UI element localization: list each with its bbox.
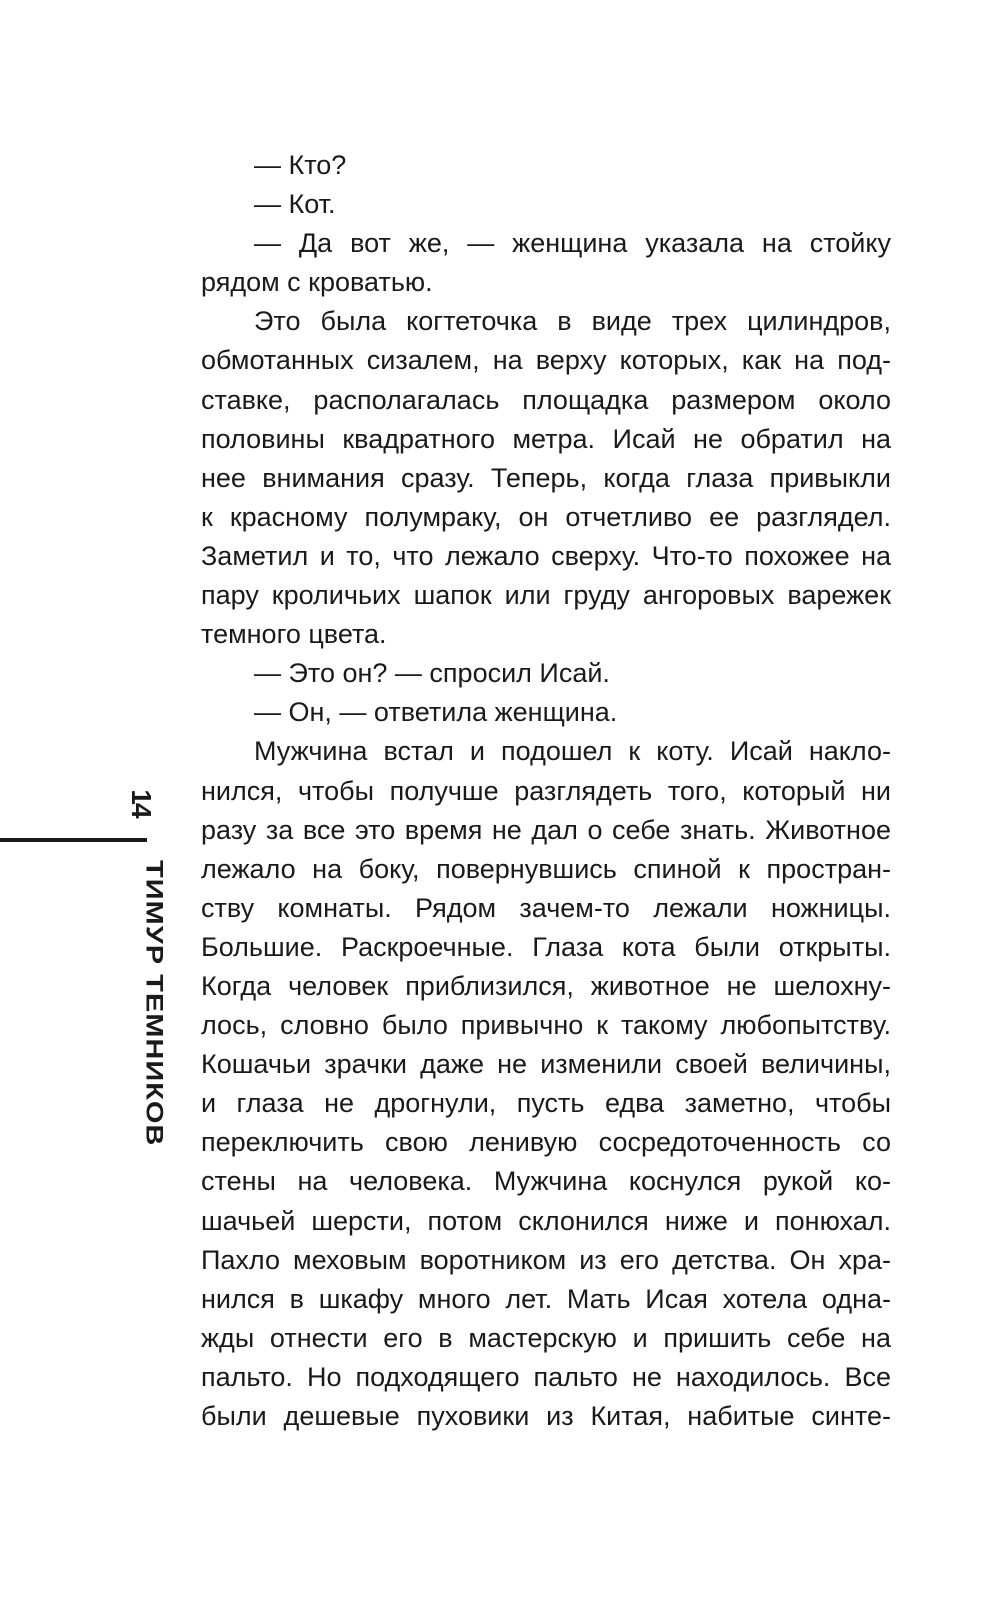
text-line: Когда человек приблизился, животное не шелохну- [201, 970, 891, 1001]
text-line: пальто. Но подходящего пальто не находилось. Все [201, 1361, 891, 1392]
text-line: шачьей шерсти, потом склонился ниже и понюхал. [201, 1205, 891, 1236]
text-line: Мужчина встал и подошел к коту. Исай накло- [254, 736, 891, 767]
body-text [201, 146, 891, 1436]
text-line: — Да вот же, — женщина указала на стойку [254, 228, 891, 259]
text-line: жды отнести его в мастерскую и пришить себе на [201, 1322, 891, 1353]
text-line: ставке, располагалась площадка размером около [201, 384, 891, 415]
text-line: Пахло меховым воротником из его детства. Он хра- [201, 1244, 891, 1275]
text-line: ству комнаты. Рядом зачем-то лежали ножницы. [201, 892, 891, 923]
text-line: нился в шкафу много лет. Мать Исая хотела одна- [201, 1283, 891, 1314]
running-head-author: ТИМУР ТЕМНИКОВ [140, 860, 168, 1147]
text-line: Это была когтеточка в виде трех цилиндров, [254, 306, 891, 337]
text-line: разу за все это время не дал о себе знать. Животное [201, 814, 891, 845]
text-line: — Кот. [254, 189, 336, 220]
text-line: нее внимания сразу. Теперь, когда глаза привыкли [201, 462, 891, 493]
text-line: переключить свою ленивую сосредоточенность со [201, 1127, 891, 1158]
text-line: и глаза не дрогнули, пусть едва заметно, чтобы [201, 1088, 891, 1119]
text-line: обмотанных сизалем, на верху которых, как на под- [201, 345, 891, 376]
text-line: нился, чтобы получше разглядеть того, который ни [201, 775, 891, 806]
text-line: — Это он? — спросил Исай. [254, 658, 610, 689]
text-line: пару кроличьих шапок или груду ангоровых варежек [201, 580, 891, 611]
text-line: половины квадратного метра. Исай не обратил на [201, 423, 891, 454]
text-line: стены на человека. Мужчина коснулся рукой ко- [201, 1166, 891, 1197]
text-line: Кошачьи зрачки даже не изменили своей величины, [201, 1049, 891, 1080]
text-line: — Он, — ответила женщина. [254, 697, 618, 728]
text-line: Заметил и то, что лежало сверху. Что-то похожее на [201, 540, 891, 571]
text-line: рядом с кроватью. [201, 267, 433, 298]
sidebar-rule [0, 838, 147, 842]
text-line: были дешевые пуховики из Китая, набитые синте- [201, 1401, 891, 1431]
text-line: темного цвета. [201, 619, 387, 650]
text-line: к красному полумраку, он отчетливо ее разглядел. [201, 501, 891, 532]
text-line: — Кто? [254, 150, 347, 180]
page-number: 14 [126, 789, 157, 817]
text-line: Большие. Раскроечные. Глаза кота были открыты. [201, 931, 891, 962]
text-line: лось, словно было привычно к такому любопытству. [201, 1010, 891, 1041]
text-line: лежало на боку, повернувшись спиной к простран- [201, 853, 891, 884]
